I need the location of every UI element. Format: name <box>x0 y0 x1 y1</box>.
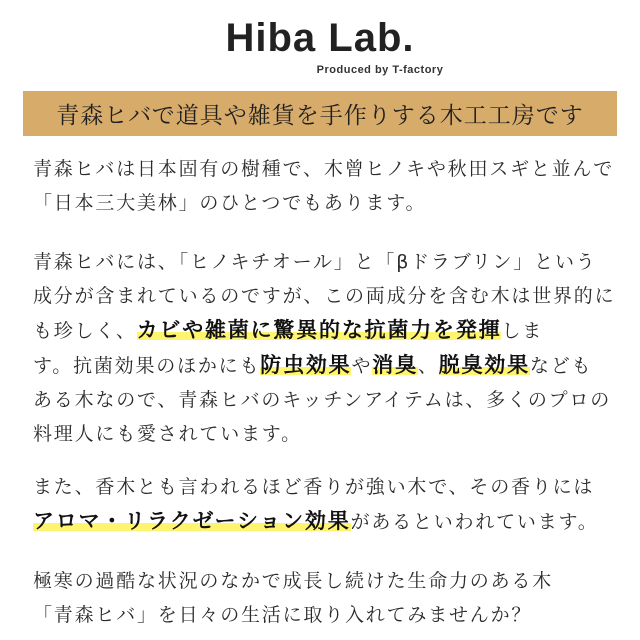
text-segment: しま <box>501 320 544 342</box>
text-line <box>33 504 618 539</box>
text-line: 青森ヒバには、「ヒノキチオール」と「βドラブリン」という <box>33 251 597 273</box>
text-line: また、香木とも言われるほど香りが強い木で、その香りには <box>33 476 595 498</box>
logo-subtitle: Produced by T-factory <box>316 64 444 76</box>
text-segment: なども <box>529 355 593 377</box>
headline-banner: 青森ヒバで道具や雑貨を手作りする木工工房です <box>23 91 617 136</box>
text-line: 成分が含まれているのですが、この両成分を含む木は世界的に <box>33 285 616 307</box>
text-segment: す。抗菌効果のほかにも <box>33 355 261 377</box>
paragraph-closing <box>33 564 618 632</box>
text-line <box>33 348 618 383</box>
text-line: 「青森ヒバ」を日々の生活に取り入れてみませんか？ <box>33 604 533 626</box>
text-line <box>33 313 618 348</box>
paragraph-components <box>33 245 618 451</box>
highlight-antibacterial: カビや雑菌に驚異的な抗菌力を発揮 <box>136 318 502 342</box>
text-line: 青森ヒバは日本固有の樹種で、木曾ヒノキや秋田スギと並んで <box>33 158 615 180</box>
highlight-deodorize: 消臭 <box>372 353 418 377</box>
brand-logo <box>0 14 640 76</box>
logo-wordmark: Hiba Lab. <box>225 16 415 60</box>
text-segment: があるといわれています。 <box>350 511 599 533</box>
text-segment: も珍しく、 <box>33 320 137 342</box>
text-segment: や <box>351 355 373 377</box>
paragraph-intro <box>33 152 618 220</box>
text-line: 「日本三大美林」のひとつでもあります。 <box>33 192 427 214</box>
text-line: ある木なので、青森ヒバのキッチンアイテムは、多くのプロの <box>33 389 612 411</box>
highlight-insect-repellent: 防虫効果 <box>260 353 352 377</box>
paragraph-aroma <box>33 470 618 539</box>
text-line: 極寒の過酷な状況のなかで成長し続けた生命力のある木 <box>33 570 554 592</box>
text-line: 料理人にも愛されています。 <box>33 423 302 445</box>
highlight-odor-removal: 脱臭効果 <box>438 353 530 377</box>
text-segment: 、 <box>417 355 439 377</box>
highlight-aroma: アロマ・リラクゼーション効果 <box>33 509 351 533</box>
